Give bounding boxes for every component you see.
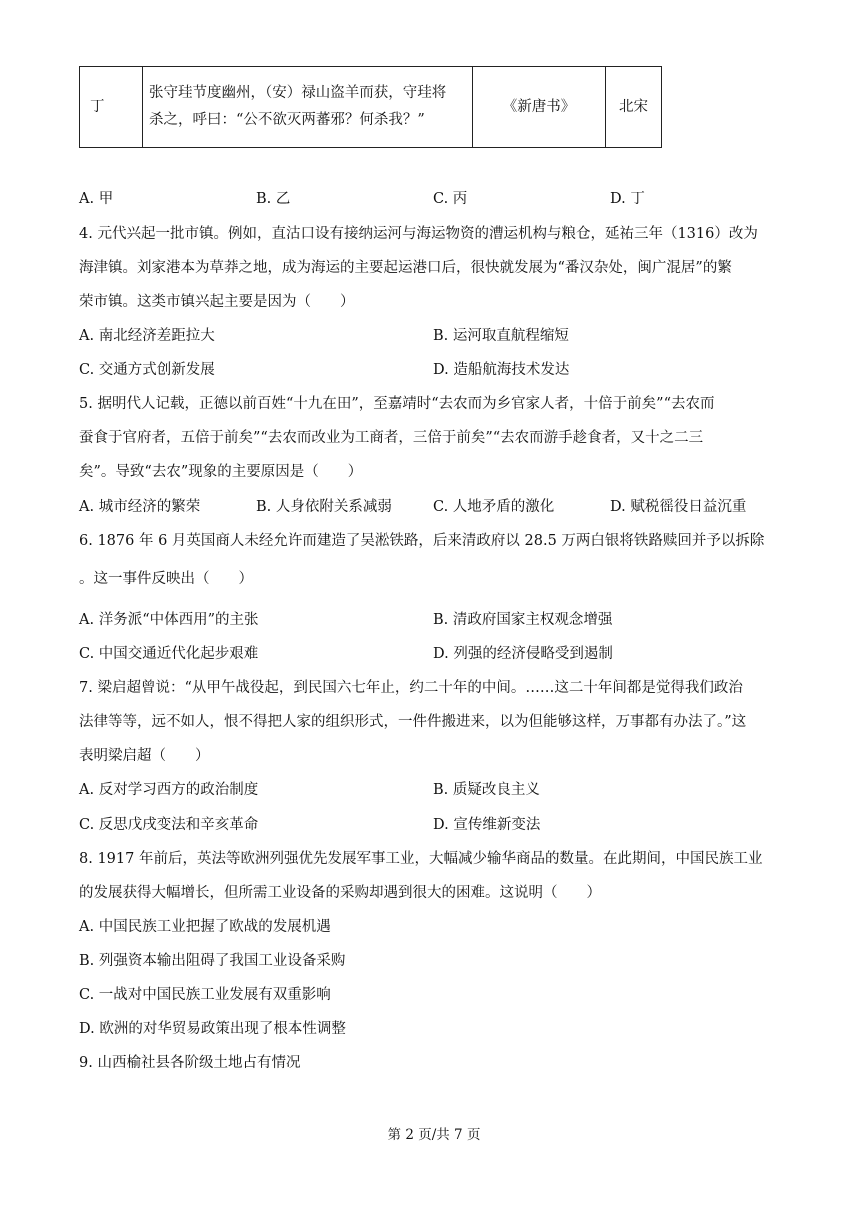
row-content (143, 67, 473, 148)
q7-option-a: A. 反对学习西方的政治制度 (79, 782, 259, 798)
q8-option-c: C. 一战对中国民族工业发展有双重影响 (79, 987, 331, 1003)
q6-option-d: D. 列强的经济侵略受到遏制 (433, 646, 613, 662)
q8-option-a: A. 中国民族工业把握了欧战的发展机遇 (79, 919, 331, 935)
q7-stem-line: 表明梁启超（ ） (79, 748, 210, 764)
q6-stem-line: 6. 1876 年 6 月英国商人未经允许而建造了吴淞铁路，后来清政府以 28.5 万两白银将铁路赎回并予以拆除 (79, 533, 765, 549)
q5-option-a: A. 城市经济的繁荣 (79, 499, 201, 515)
q4-option-c: C. 交通方式创新发展 (79, 362, 215, 378)
row-label: 丁 (80, 67, 143, 148)
q4-option-b: B. 运河取直航程缩短 (433, 328, 569, 344)
row-source: 《新唐书》 (473, 67, 606, 148)
q8-stem-line: 8. 1917 年前后，英法等欧洲列强优先发展军事工业，大幅减少输华商品的数量。在此期间，中国民族工业 (79, 851, 763, 867)
q5-option-d: D. 赋税徭役日益沉重 (610, 499, 747, 515)
page-footer: 第 2 页/共 7 页 (387, 1127, 481, 1143)
q3-option-b: B. 乙 (256, 191, 291, 207)
q8-option-d: D. 欧洲的对华贸易政策出现了根本性调整 (79, 1021, 346, 1037)
q9-stem-line: 9. 山西榆社县各阶级土地占有情况 (79, 1055, 301, 1071)
q7-option-d: D. 宣传维新变法 (433, 817, 541, 833)
q5-option-b: B. 人身依附关系减弱 (256, 499, 392, 515)
q6-option-b: B. 清政府国家主权观念增强 (433, 612, 613, 628)
q6-option-a: A. 洋务派“中体西用”的主张 (79, 612, 259, 628)
q7-option-b: B. 质疑改良主义 (433, 782, 540, 798)
q7-stem-line: 法律等等，远不如人，恨不得把人家的组织形式，一件件搬进来，以为但能够这样，万事都有办法了。”这 (79, 714, 747, 730)
row-content-line: 张守珪节度幽州，（安）禄山盗羊而获，守珪将 (149, 85, 447, 101)
q3-option-a: A. 甲 (79, 191, 114, 207)
q6-option-c: C. 中国交通近代化起步艰难 (79, 646, 259, 662)
q5-option-c: C. 人地矛盾的激化 (433, 499, 555, 515)
q4-option-d: D. 造船航海技术发达 (433, 362, 570, 378)
q6-stem-line: 。这一事件反映出（ ） (79, 571, 253, 587)
q4-stem-line: 荣市镇。这类市镇兴起主要是因为（ ） (79, 294, 355, 310)
row-era: 北宋 (606, 67, 662, 148)
q4-stem-line: 4. 元代兴起一批市镇。例如，直沽口设有接纳运河与海运物资的漕运机构与粮仓，延祐三年（1316）改为 (79, 226, 758, 242)
q5-stem-line: 5. 据明代人记载，正德以前百姓“十九在田”，至嘉靖时“去农而为乡官家人者，十倍于前矣”“去农而 (79, 396, 715, 412)
q3-option-d: D. 丁 (610, 191, 645, 207)
q3-option-c: C. 丙 (433, 191, 468, 207)
row-content-line: 杀之，呼曰：“公不欲灭两蕃邪？何杀我？” (149, 112, 425, 128)
q4-stem-line: 海津镇。刘家港本为草莽之地，成为海运的主要起运港口后，很快就发展为“番汉杂处，闽广混居”的繁 (79, 260, 732, 276)
q8-stem-line: 的发展获得大幅增长，但所需工业设备的采购却遇到很大的困难。这说明（ ） (79, 885, 601, 901)
q5-stem-line: 矣”。导致“去农”现象的主要原因是（ ） (79, 464, 363, 480)
source-table (79, 66, 662, 148)
table-row (80, 67, 662, 148)
q8-option-b: B. 列强资本输出阻碍了我国工业设备采购 (79, 953, 346, 969)
q7-stem-line: 7. 梁启超曾说：“从甲午战役起，到民国六七年止，约二十年的中间。……这二十年间都是觉得我们政治 (79, 680, 743, 696)
q7-option-c: C. 反思戊戌变法和辛亥革命 (79, 817, 259, 833)
q5-stem-line: 蚕食于官府者，五倍于前矣”“去农而改业为工商者，三倍于前矣”“去农而游手趁食者，又十之二三 (79, 430, 704, 446)
q4-option-a: A. 南北经济差距拉大 (79, 328, 215, 344)
